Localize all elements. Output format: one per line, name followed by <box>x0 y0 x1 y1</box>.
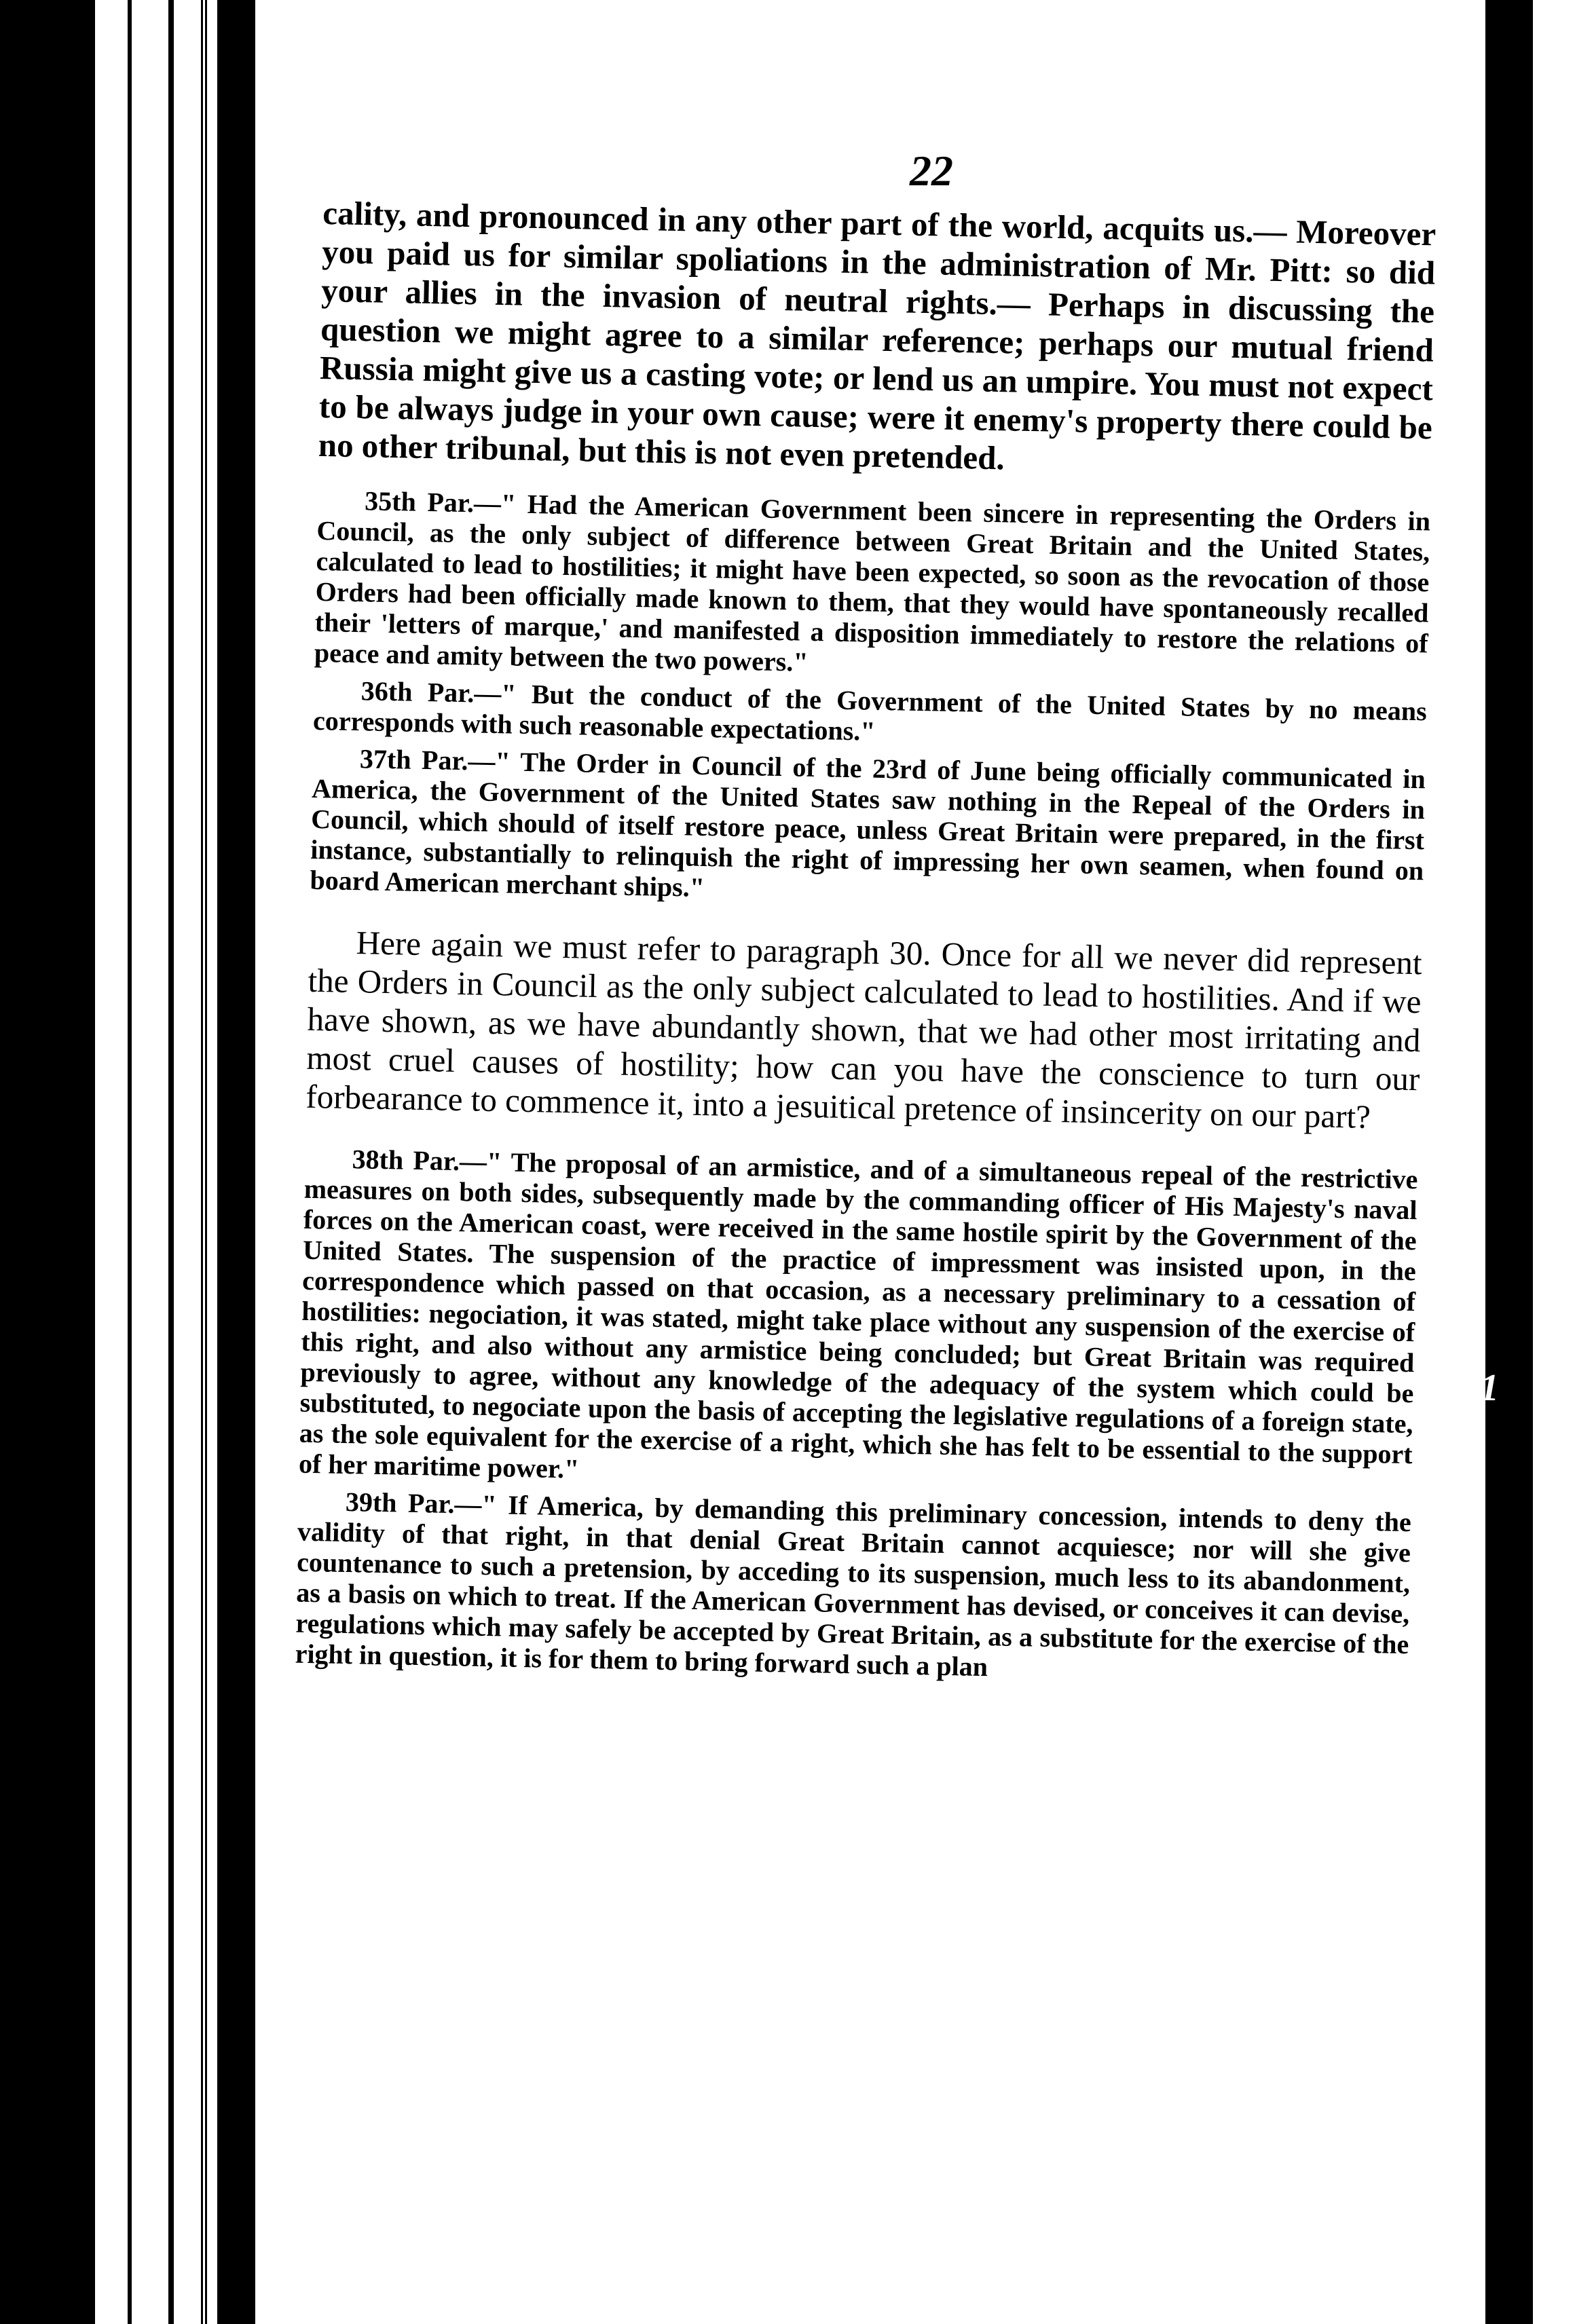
right-binding <box>1485 0 1533 2324</box>
page-edge <box>174 0 201 2324</box>
page-number: 22 <box>910 147 953 195</box>
paragraph-38th: 38th Par.—" The proposal of an armistice, and of a simultaneous repeal of the restrictive measures on both sides, subsequently made by the commanding officer of His Majesty's naval forces on the American coast, were received in the same hostile spirit by the Government of the United States. The suspension of the practice of impressment was insisted upon, in the correspondence which passed on that occasion, as a necessary preliminary to a cessation of hostilities: negociation, it was stated, might take place without any suspension of the exercise of this right, and also without any armistice being concluded; but Great Britain was required previously to agree, without any knowledge of the adequacy of the system which could be substituted, to negociate upon the basis of accepting the legislative regulations of a foreign state, as the sole equivalent for the exercise of a right, which she has felt to be essential to the support of her maritime power." <box>298 1144 1418 1484</box>
page-edge <box>168 0 174 2324</box>
paragraph-continuation: cality, and pronounced in any other part of the world, acquits us.— Moreover you paid us for similar spoliations in the administration of Mr. Pitt: so did your allies in the invasion of neutral rights.— Perhaps in discussing the question we might agree to a similar reference; perhaps our mutual friend Russia might give us a casting vote; or lend us an umpire. You must not expect to be always judge in your own cause; were it enemy's property there could be no other tribunal, but this is not even pretended. <box>318 193 1437 477</box>
paragraph-35th: 35th Par.—" Had the American Government been sincere in representing the Orders in Council, as the only subject of difference between Great Britain and the United States, calculated to lead to hostilities; it might have been expected, so soon as the revocation of those Orders had been officially made known to them, that they would have spontaneously recalled their 'letters of marque,' and manifested a disposition immediately to restore the relations of peace and amity between the two powers." <box>314 485 1431 677</box>
book-page <box>255 0 1485 2324</box>
paragraph-39th: 39th Par.—" If America, by demanding this preliminary concession, intends to deny the validity of that right, in that denial Great Britain cannot acquiesce; nor will she give countenance to such a pretension, by acceding to its suspension, much less to its abandonment, as a basis on which to treat. If the American Government has devised, or conceives it can devise, regulations which may safely be accepted by Great Britain, as a substitute for the exercise of the right in question, it is for them to bring forward such a plan <box>295 1486 1412 1683</box>
page-edge <box>201 0 209 2324</box>
page-edge <box>95 0 128 2324</box>
facing-page-edge <box>1533 0 1575 2324</box>
page-edge <box>217 0 255 2324</box>
paragraph-37th: 37th Par.—" The Order in Council of the 23rd of June being officially communicated in America, the Government of the United States saw nothing in the Repeal of the Orders in Council, which should of itself restore peace, unless Great Britain were prepared, in the first instance, substantially to relinquish the right of impressing her own seamen, when found on board American merchant ships." <box>310 743 1426 903</box>
page-edge <box>132 0 168 2324</box>
paragraph-36th: 36th Par.—" But the conduct of the Government of the United States by no means corresponds with such reasonable expectations." <box>312 675 1428 747</box>
scan-gutter <box>0 0 95 2324</box>
paragraph-reply: Here again we must refer to paragraph 30. Once for all we never did represent the Orders in Council as the only subject calculated to lead to hostilities. And if we have shown, as we have abundantly shown, that we had other most irritating and most cruel causes of hostility; how can you have the conscience to turn our forbearance to commence it, into a jesuitical pretence of insincerity on our part? <box>305 924 1423 1136</box>
page-edge <box>209 0 217 2324</box>
page-text <box>295 193 1436 1690</box>
margin-mark: 1 <box>1480 1367 1499 1409</box>
